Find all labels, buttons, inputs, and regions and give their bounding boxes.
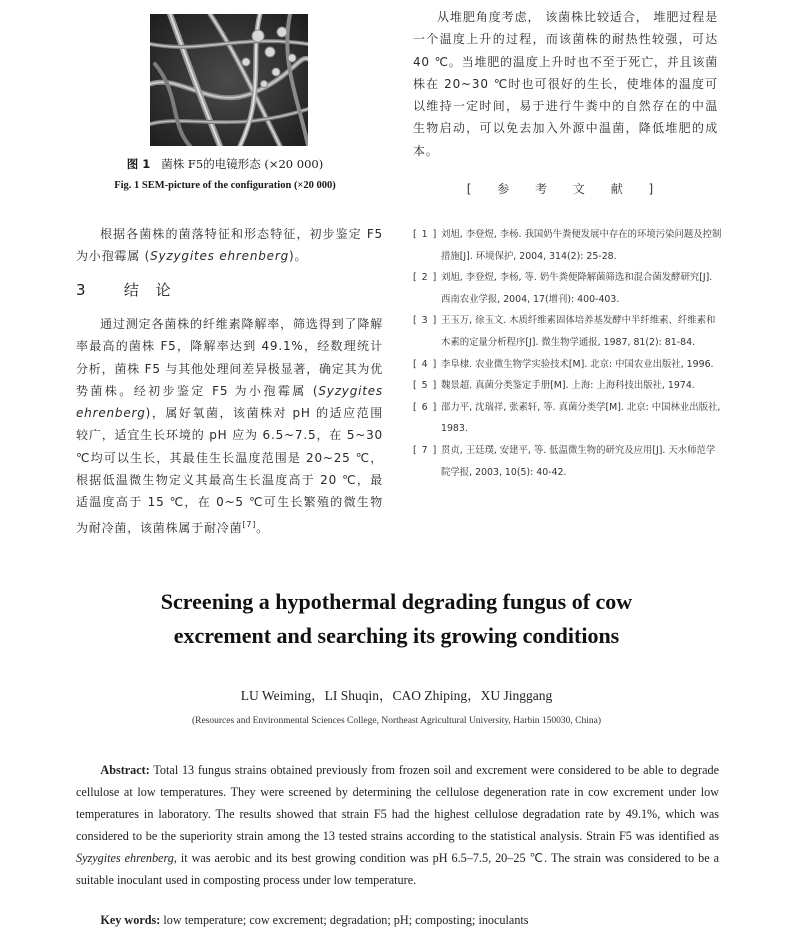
conclusion-text [76, 313, 383, 539]
sem-micrograph [150, 14, 308, 146]
keywords-text: low temperature; cow excrement; degradation; pH; composting; inoculants [160, 913, 529, 927]
text-run: 根据各菌株的菌落特征和形态特征，初步鉴定 F5 为小孢霉属 ( [76, 227, 383, 264]
figure-caption-en: Fig. 1 SEM-picture of the configuration (×20 000) [114, 180, 336, 191]
text-run: 通过测定各菌株的纤维素降解率，筛选得到了降解率最高的菌株 F5，降解率达到 49.1%，经数理统计分析，菌株 F5 与其他处理间差异极显著，确定其为优势菌株。经初步鉴定 F5 为小孢霉属 ( [76, 317, 383, 398]
reference-item [413, 440, 723, 483]
reference-item [413, 267, 723, 310]
reference-text: 刘旭, 李登煜, 李杨, 等. 奶牛粪便降解菌筛选和混合菌发酵研究[J]. 西南农业学报, 2004, 17(增刊): 400-403. [441, 272, 713, 305]
genus-name: Syzygites ehrenberg [76, 383, 383, 421]
references-list [413, 224, 723, 483]
reference-text: 邵力平, 沈瑞祥, 张素轩, 等. 真菌分类学[M]. 北京: 中国林业出版社, 1983. [441, 401, 721, 435]
text-run: )，属好氧菌，该菌株对 pH 的适应范围较广，适宜生长环境的 pH 应为 6.5~7.5，在 5~30 ℃均可以生长，其最佳生长温度范围是 20~25 ℃，根据低温微生物定义其最高生长温度高于 20 ℃，最适温度高于 15 ℃，在 0~5 ℃可生长繁殖的微生物为耐冷菌，该菌株属于耐冷菌 [76, 406, 383, 535]
reference-text: 王玉万, 徐玉文. 木质纤维素固体培养基发酵中半纤维素、纤维素和木素的定量分析程序[J]. 微生物学通报, 1987, 81(2): 81-84. [441, 315, 716, 348]
figure-caption-rest: 的电镜形态 (×20 000) [203, 157, 324, 171]
reference-item [413, 310, 723, 353]
reference-item [413, 224, 723, 267]
identification-paragraph [76, 223, 383, 268]
genus-name: Syzygites ehrenberg [76, 851, 174, 865]
reference-item [413, 354, 723, 376]
reference-number: [ 1 ] [413, 229, 438, 240]
english-authors: LU Weiming，LI Shuqin，CAO Zhiping，XU Jinggang [240, 688, 553, 703]
references-heading: [ 参 考 文 献 ] [466, 182, 665, 196]
reference-number: [ 6 ] [413, 401, 438, 413]
reference-number: [ 3 ] [413, 315, 438, 327]
title-line-1: Screening a hypothermal degrading fungus of cow [160, 589, 633, 614]
reference-number: [ 4 ] [413, 358, 438, 370]
reference-item [413, 375, 723, 397]
reference-text: 魏景超. 真菌分类鉴定手册[M]. 上海: 上海科技出版社, 1974. [441, 380, 695, 392]
reference-text: 贯贞, 王廷璞, 安建平, 等. 低温微生物的研究及应用[J]. 天水师范学院学报, 2003, 10(5): 40-42. [441, 444, 716, 478]
right-paragraph-text: 从堆肥角度考虑， 该菌株比较适合， 堆肥过程是一个温度上升的过程，而该菌株的耐热性较强，可达 40 ℃。当堆肥的温度上升时也不至于死亡，并且该菌株在 20~30 ℃时也可很好的生长，使堆体的温度可以维持一定时间，易于进行牛粪中的自然存在的中温生物启动，可以免去加入外源中温菌，降低堆肥的成本。 [413, 10, 718, 158]
english-title [0, 585, 793, 653]
conclusion-continued-paragraph [413, 6, 718, 162]
abstract-text: , it was aerobic and its best growing condition was pH 6.5–7.5, 20–25 ℃. The strain was considered to be a suitable inoculant used in composting process under low temperature. [76, 851, 720, 887]
section-title: 结 论 [123, 281, 177, 299]
reference-text: 刘旭, 李登煜, 李杨. 我国奶牛粪便发展中存在的环境污染问题及控制措施[J]. 环境保护, 2004, 314(2): 25-28. [441, 229, 722, 262]
genus-name: Syzygites ehrenberg [150, 249, 289, 264]
figure-label: 图 1 [126, 157, 151, 171]
citation-marker: [7] [242, 519, 257, 529]
english-keywords [76, 913, 719, 928]
abstract-label: Abstract: [100, 763, 150, 777]
title-line-2: excrement and searching its growing conditions [173, 623, 620, 648]
text-run: )。 [289, 249, 308, 264]
reference-number: [ 2 ] [413, 272, 438, 284]
abstract-text: Total 13 fungus strains obtained previously from frozen soil and excrement were considered to be able to degrade cellulose at low temperatures. They were screened by determining the cellulose degeneration rate in cow excrement under low temperatures in laboratory. The results showed that strain F5 had the highest cellulose degradation rate by 49.1%, which was considered to be the superiority strain among the 13 tested strains according to the statistical analysis. Strain F5 was identified as [76, 763, 719, 843]
identification-text [76, 223, 383, 268]
conclusion-paragraph [76, 313, 383, 539]
figure-strain: 菌株 F5 [161, 157, 204, 171]
english-affiliation: (Resources and Environmental Sciences College, Northeast Agricultural University, Harbin 150030, China) [191, 716, 602, 726]
reference-text: 李阜棣. 农业微生物学实验技术[M]. 北京: 中国农业出版社, 1996. [441, 358, 714, 370]
english-abstract [76, 759, 719, 891]
fungal-hyphae-image [150, 14, 308, 146]
section-number: 3 [76, 281, 92, 299]
text-run: 。 [256, 520, 269, 535]
reference-number: [ 7 ] [413, 444, 438, 456]
reference-number: [ 5 ] [413, 380, 438, 392]
figure-caption-cn [90, 156, 360, 172]
keywords-label: Key words: [100, 913, 161, 927]
section-heading [76, 279, 177, 300]
reference-item [413, 397, 723, 440]
